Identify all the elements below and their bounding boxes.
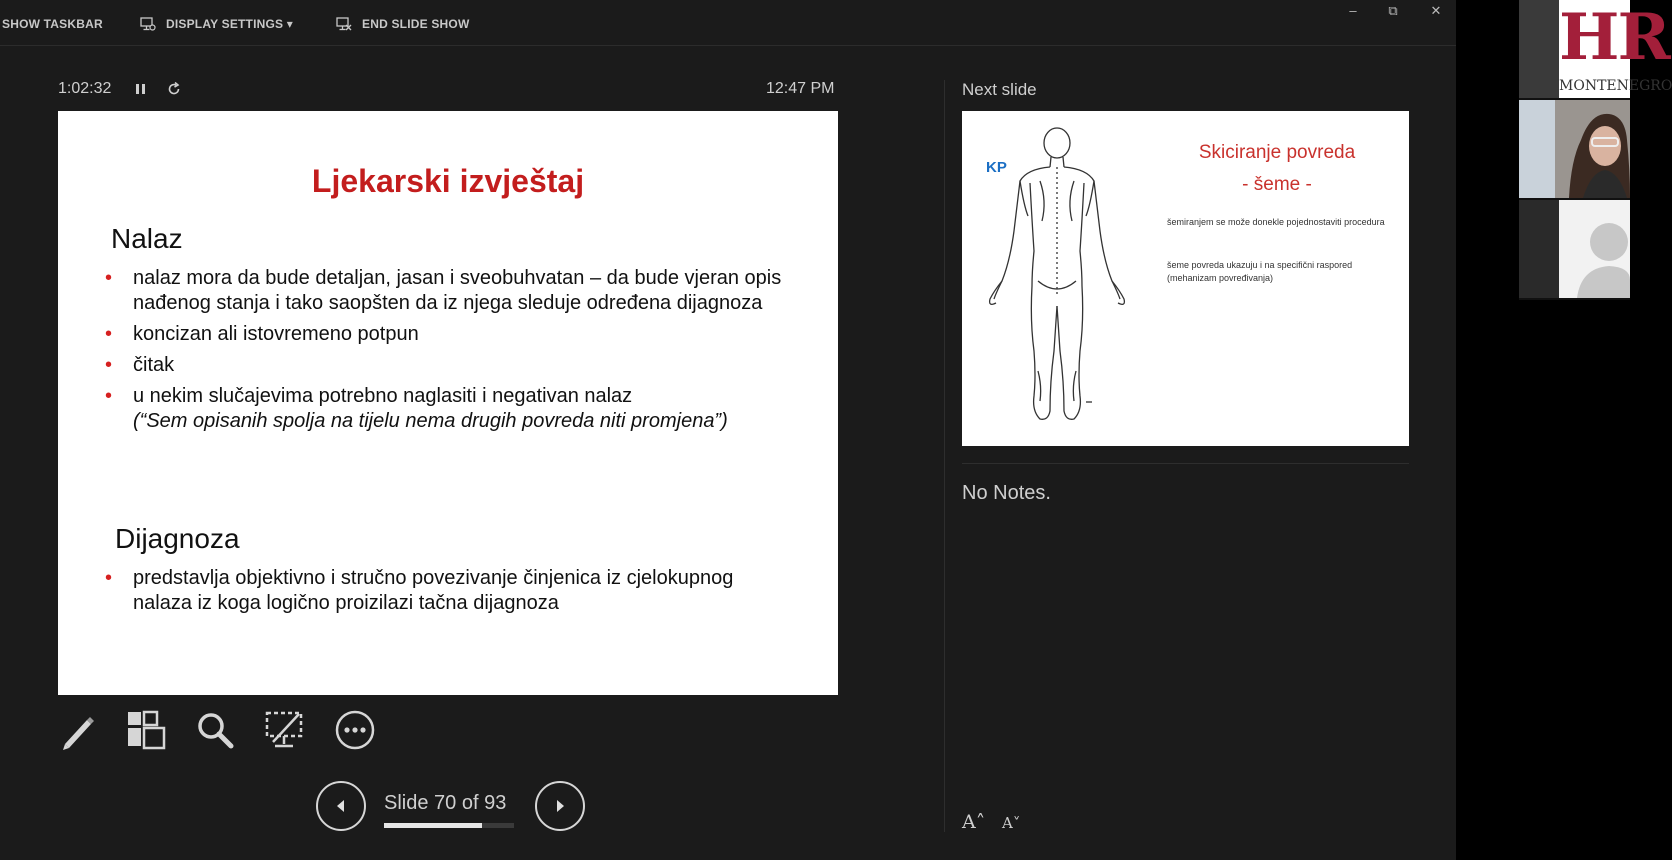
close-icon: ✕ <box>1430 3 1442 18</box>
zoom-button[interactable] <box>193 708 237 752</box>
next-slide-preview[interactable] <box>962 111 1409 446</box>
nalaz-bullet-list <box>103 266 793 440</box>
logo-subtitle: MONTENEGRO <box>1559 78 1672 94</box>
current-slide <box>58 111 838 695</box>
increase-font-button[interactable] <box>962 811 985 833</box>
notes-separator <box>962 463 1409 464</box>
restore-icon: ⧉ <box>1388 3 1398 18</box>
list-item: • čitak <box>103 353 793 378</box>
end-show-icon <box>336 16 352 32</box>
elapsed-timer: 1:02:32 <box>58 80 112 97</box>
participant-video-image <box>1519 100 1630 198</box>
list-item: • koncizan ali istovremeno potpun <box>103 322 793 347</box>
avatar-placeholder-icon <box>1519 200 1630 298</box>
more-options-button[interactable] <box>333 708 377 752</box>
end-slide-show-button[interactable] <box>336 16 469 32</box>
magnifier-icon <box>193 708 237 752</box>
section-heading-nalaz: Nalaz <box>111 223 183 254</box>
previous-slide-button[interactable] <box>316 781 366 831</box>
next-slide-button[interactable] <box>535 781 585 831</box>
display-settings-button[interactable] <box>140 16 293 32</box>
pane-divider[interactable] <box>944 80 945 832</box>
display-settings-label: DISPLAY SETTINGS ▾ <box>166 17 293 31</box>
black-screen-button[interactable] <box>263 708 307 752</box>
font-larger-icon: A˄ <box>962 811 986 833</box>
dijagnoza-bullet-list <box>103 566 793 622</box>
end-slide-show-label: END SLIDE SHOW <box>362 17 470 31</box>
screen-icon <box>263 708 307 752</box>
slide-progress-fill <box>384 823 482 828</box>
next-slide-text-2: šeme povreda ukazuju i na specifični raspored (mehanizam povređivanja) <box>1167 260 1353 283</box>
quote-text: (“Sem opisanih spolja na tijelu nema drugih povreda niti promjena”) <box>133 410 728 432</box>
list-item <box>103 384 793 434</box>
next-slide-text-1: šemiranjem se može donekle pojednostaviti procedura <box>1167 217 1385 227</box>
decrease-font-button[interactable] <box>1002 814 1020 832</box>
minimize-icon: – <box>1349 3 1357 18</box>
see-all-slides-button[interactable] <box>124 708 168 752</box>
section-heading-dijagnoza: Dijagnoza <box>115 523 240 554</box>
show-taskbar-label: SHOW TASKBAR <box>2 17 103 31</box>
pause-icon <box>133 81 149 97</box>
speaker-notes: No Notes. <box>962 482 1051 504</box>
restart-icon <box>166 81 182 97</box>
more-icon <box>333 708 377 752</box>
participant-tile-camera[interactable] <box>1519 100 1630 198</box>
restore-button[interactable] <box>1383 2 1403 20</box>
body-diagram-image <box>972 121 1142 436</box>
show-taskbar-button[interactable] <box>2 16 103 32</box>
organization-logo <box>1559 0 1672 98</box>
top-toolbar <box>0 0 1456 46</box>
pen-tool-button[interactable] <box>57 708 101 752</box>
chevron-left-icon <box>332 797 350 815</box>
pen-icon <box>57 708 101 752</box>
participant-tile-placeholder[interactable] <box>1519 200 1630 298</box>
restart-timer-button[interactable] <box>166 81 182 97</box>
next-slide-label: Next slide <box>962 80 1037 99</box>
font-smaller-icon: A˅ <box>1002 814 1021 832</box>
chevron-right-icon <box>551 797 569 815</box>
slide-title: Ljekarski izvještaj <box>311 163 585 199</box>
kp-label: KP <box>986 159 1007 176</box>
display-settings-icon <box>140 16 156 32</box>
slide-progress-bar <box>384 823 514 828</box>
list-item: • predstavlja objektivno i stručno povezivanje činjenica iz cjelokupnog nalaza iz koga logično proizilazi tačna dijagnoza <box>103 566 793 616</box>
slide-counter[interactable]: Slide 70 of 93 <box>384 792 507 814</box>
list-item: • nalaz mora da bude detaljan, jasan i sveobuhvatan – da bude vjeran opis nađenog stanja i tako saopšten da iz njega sleduje određena dijagnoza <box>103 266 793 316</box>
logo-letters: HR <box>1559 0 1669 75</box>
minimize-button[interactable] <box>1343 2 1363 20</box>
close-button[interactable] <box>1426 2 1446 20</box>
list-item-text: u nekim slučajevima potrebno naglasiti i negativan nalaz <box>133 385 633 407</box>
next-slide-title <box>1162 137 1392 201</box>
next-title-line1: Skiciranje povreda <box>1198 142 1356 163</box>
current-time: 12:47 PM <box>766 80 835 97</box>
grid-icon <box>124 708 168 752</box>
next-title-line2: - šeme - <box>1242 174 1312 195</box>
pause-timer-button[interactable] <box>133 81 149 97</box>
